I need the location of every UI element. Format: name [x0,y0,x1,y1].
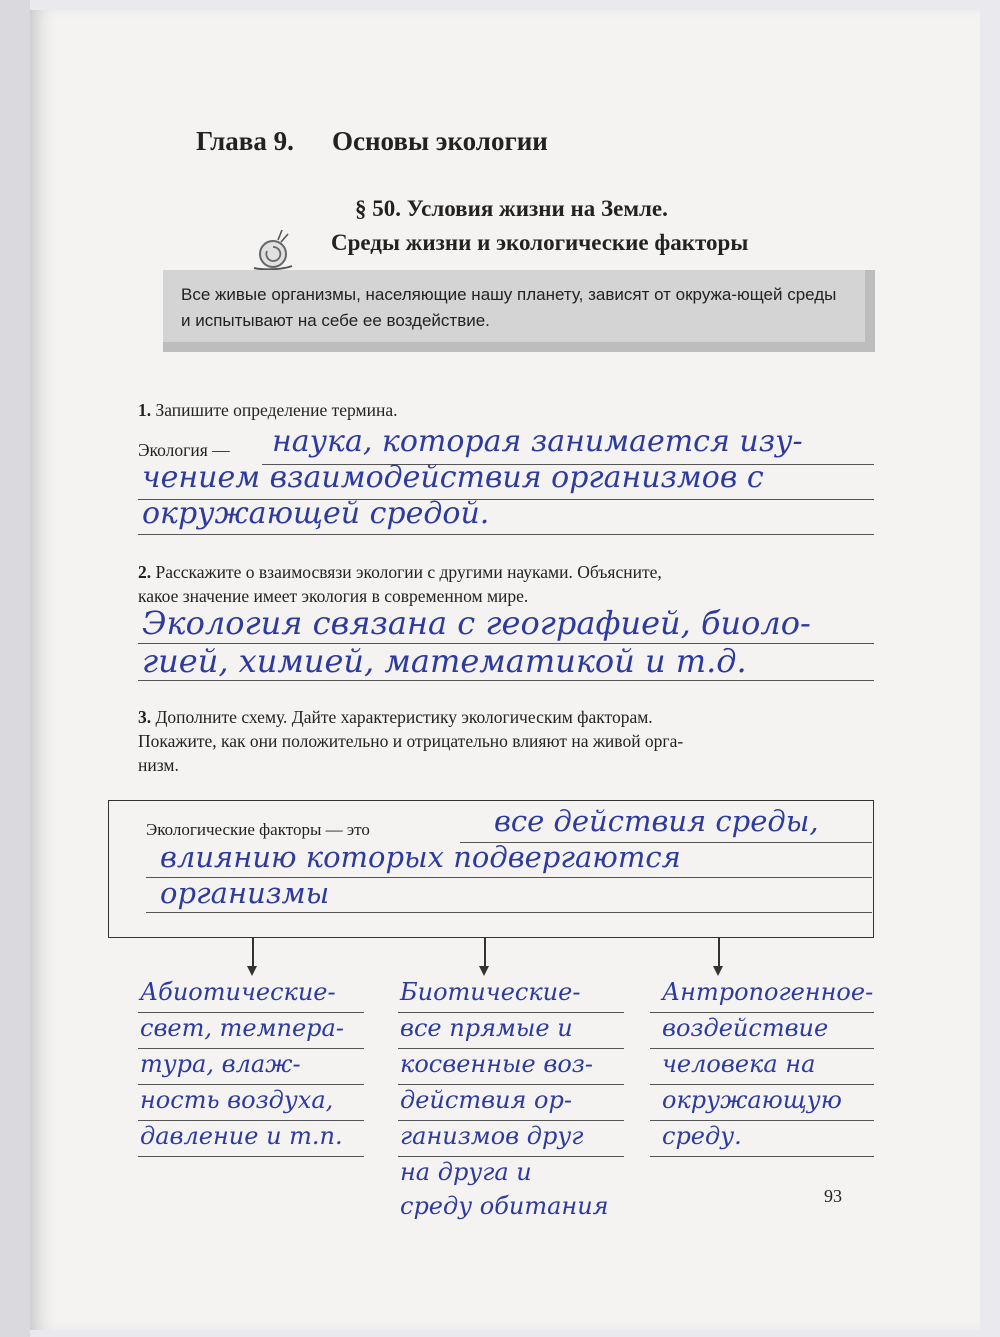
task3-number: 3. [138,707,152,727]
task2-answer-line2: гией, химией, математикой и т.д. [142,642,747,680]
biotic-line3: косвенные воз- [400,1050,594,1078]
task3-question [138,705,653,729]
section-title-line2: Среды жизни и экологические факторы [331,230,749,255]
biotic-line6: на друга и [400,1158,532,1186]
biotic-line5: ганизмов друг [400,1122,584,1150]
arrow-to-biotic [484,938,486,968]
task1-answer-line2: чением взаимодействия организмов с [142,460,764,495]
biotic-line7: среду обитания [400,1192,609,1220]
task1-answer-line1: наука, которая занимается изу- [272,424,803,459]
biotic-line2: все прямые и [400,1014,573,1042]
task3-question-line1: Дополните схему. Дайте характеристику экологическим факторам. [155,707,653,727]
abiotic-line2: свет, темпера- [140,1014,344,1042]
book-spine [0,0,30,1337]
task1-number: 1. [138,400,152,420]
intro-text: Все живые организмы, населяющие нашу планету, зависят от окружа-ющей среды и испытывают на себе ее воздействие. [181,285,837,330]
anthropogenic-line3: человека на [662,1050,816,1078]
task2-question-line2: какое значение имеет экология в современном мире. [138,586,529,606]
scheme-box-answer-line1: все действия среды, [494,804,819,838]
biotic-line1: Биотические- [400,978,581,1006]
anthropogenic-line1: Антропогенное- [662,978,874,1006]
chapter-label: Глава 9. [196,126,294,156]
task1-question-text: Запишите определение термина. [155,400,398,420]
abiotic-line3: тура, влаж- [140,1050,301,1078]
scheme-box-label: Экологические факторы — это [146,820,370,839]
task1-question [138,398,397,422]
chapter-title: Основы экологии [332,126,548,156]
task2-answer-line1: Экология связана с географией, биоло- [142,604,811,642]
task1-answer-line3: окружающей средой. [142,496,490,531]
task3-question-line2: Покажите, как они положительно и отрицательно влияют на живой орга- [138,731,684,751]
section-title-line1: § 50. Условия жизни на Земле. [355,196,668,221]
task3-question-line3: низм. [138,755,179,775]
anthropogenic-line5: среду. [662,1122,742,1150]
anthropogenic-line2: воздействие [662,1014,829,1042]
page-number: 93 [824,1186,842,1206]
snail-icon [248,226,298,274]
abiotic-line5: давление и т.п. [140,1122,343,1150]
task2-question [138,560,662,584]
abiotic-line4: ность воздуха, [140,1086,334,1114]
task2-question-line1: Расскажите о взаимосвязи экологии с другими науками. Объясните, [155,562,662,582]
anthropogenic-line4: окружающую [662,1086,842,1114]
intro-box [163,270,875,352]
abiotic-line1: Абиотические- [140,978,336,1006]
arrow-to-anthropogenic [718,938,720,968]
task1-term: Экология — [138,440,230,460]
biotic-line4: действия ор- [400,1086,572,1114]
scheme-box-answer-line2: влиянию которых подвергаются [160,840,681,874]
arrow-to-abiotic [252,938,254,968]
task2-number: 2. [138,562,152,582]
scheme-box-answer-line3: организмы [160,876,330,910]
